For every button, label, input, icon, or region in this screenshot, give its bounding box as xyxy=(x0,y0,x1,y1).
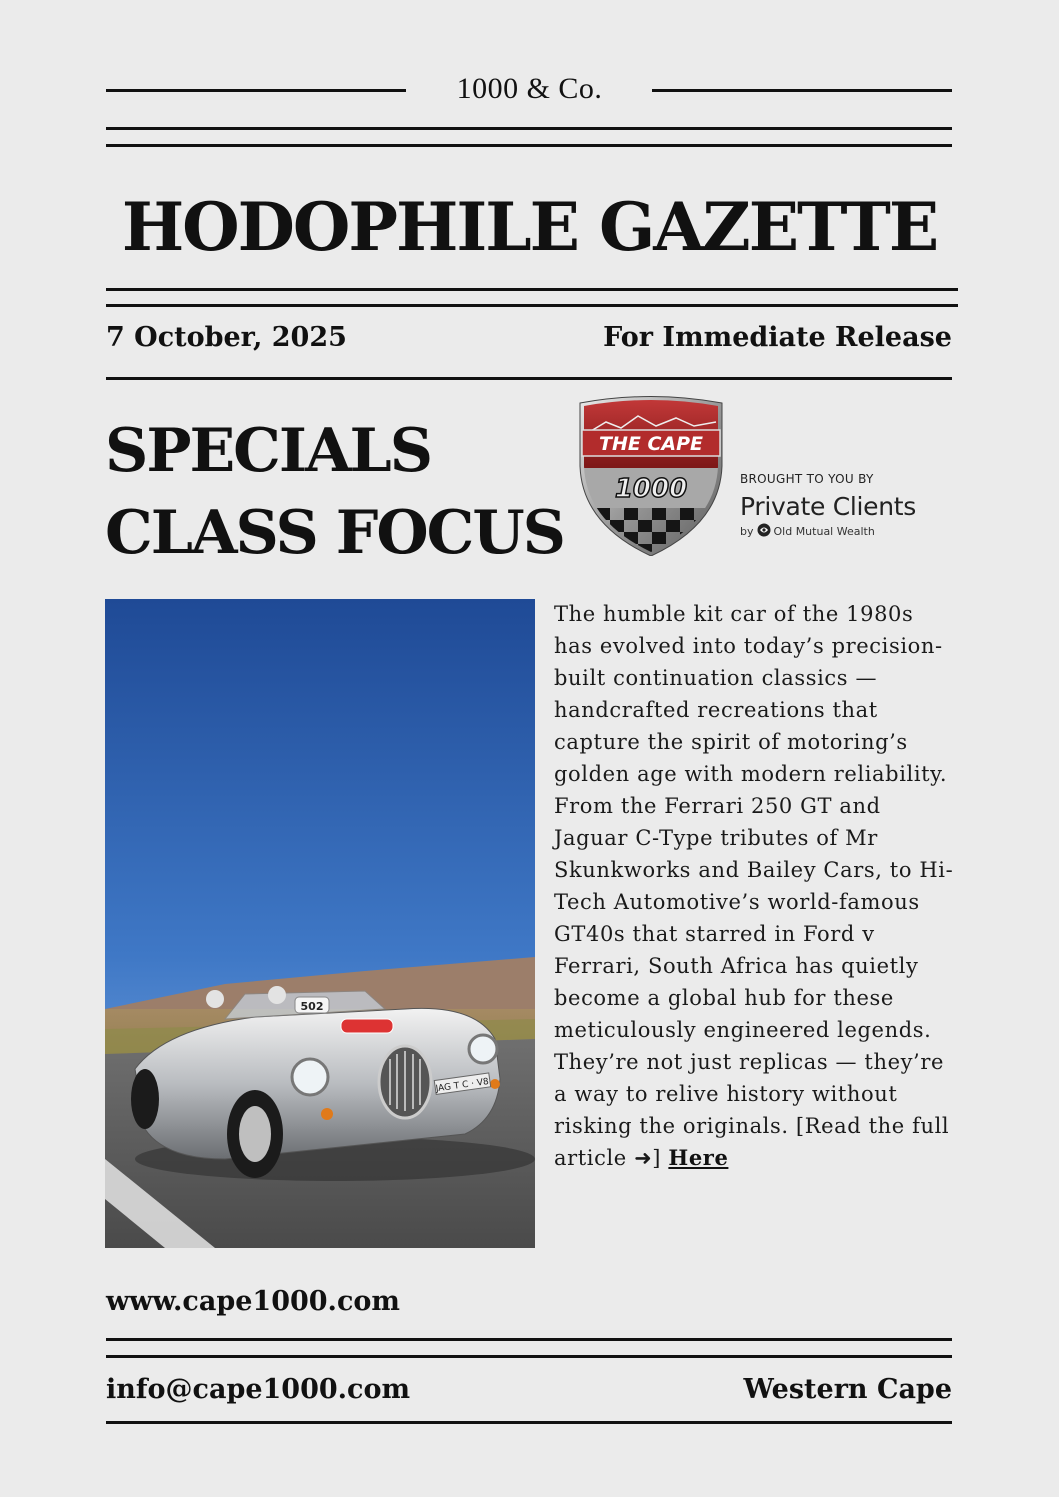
cape-1000-badge xyxy=(576,396,726,556)
email-link[interactable]: info@cape1000.com xyxy=(106,1374,411,1405)
sponsor-prefix: BROUGHT TO YOU BY xyxy=(740,472,874,486)
vintage-car-photo xyxy=(105,599,535,1248)
old-mutual-logo-icon xyxy=(757,523,771,540)
sponsor-name: Private Clients xyxy=(740,492,917,521)
title-rule-2 xyxy=(106,304,958,307)
gazette-title: HODOPHILE GAZETTE xyxy=(121,188,938,266)
brand-name: 1000 & Co. xyxy=(456,72,603,105)
photo-race-number: 502 xyxy=(300,1000,324,1013)
headline-line-1: SPECIALS xyxy=(105,416,432,486)
release-label: For Immediate Release xyxy=(603,322,952,353)
cape-1000-badge-graphic xyxy=(576,396,726,556)
masthead-rule-2 xyxy=(106,144,952,147)
sponsor-company-line xyxy=(740,523,916,540)
footer-rule-2 xyxy=(106,1355,952,1358)
title-rule-1 xyxy=(106,288,958,291)
badge-top-text: THE CAPE xyxy=(598,433,704,455)
article-text: The humble kit car of the 1980s has evolved into today’s precision-built continuation classics — handcrafted recreations that capture the spirit of motoring’s golden age with modern reliability. From the Ferrari 250 GT and Jaguar C-Type tributes of Mr Skunkworks and Bailey Cars, to Hi-Tech Automotive’s world-famous GT40s that starred in Ford v Ferrari, South Africa has quietly become a global hub for these meticulously engineered legends. They’re not just replicas — they’re a way to relive history without risking the originals. [Read the full article ➜] xyxy=(554,602,954,1170)
dateline-rule xyxy=(106,377,952,380)
region-label: Western Cape xyxy=(743,1374,952,1405)
photo-plate-text: JAG T C · V8 xyxy=(435,1077,490,1095)
car-photo-graphic xyxy=(105,599,535,1248)
footer-rule-1 xyxy=(106,1338,952,1341)
article-body xyxy=(554,598,954,1174)
headline-line-2: CLASS FOCUS xyxy=(105,498,564,568)
masthead-rule-1 xyxy=(106,127,952,130)
top-rule-right xyxy=(652,89,952,92)
read-article-link[interactable]: Here xyxy=(668,1145,729,1170)
issue-date: 7 October, 2025 xyxy=(106,322,347,353)
headline xyxy=(105,410,564,574)
sponsor-by: by xyxy=(740,525,754,538)
sponsor-company: Old Mutual Wealth xyxy=(773,525,875,538)
badge-number: 1000 xyxy=(614,474,688,504)
sponsor-block xyxy=(740,472,916,540)
footer-rule-3 xyxy=(106,1421,952,1424)
website-link[interactable]: www.cape1000.com xyxy=(106,1286,400,1317)
